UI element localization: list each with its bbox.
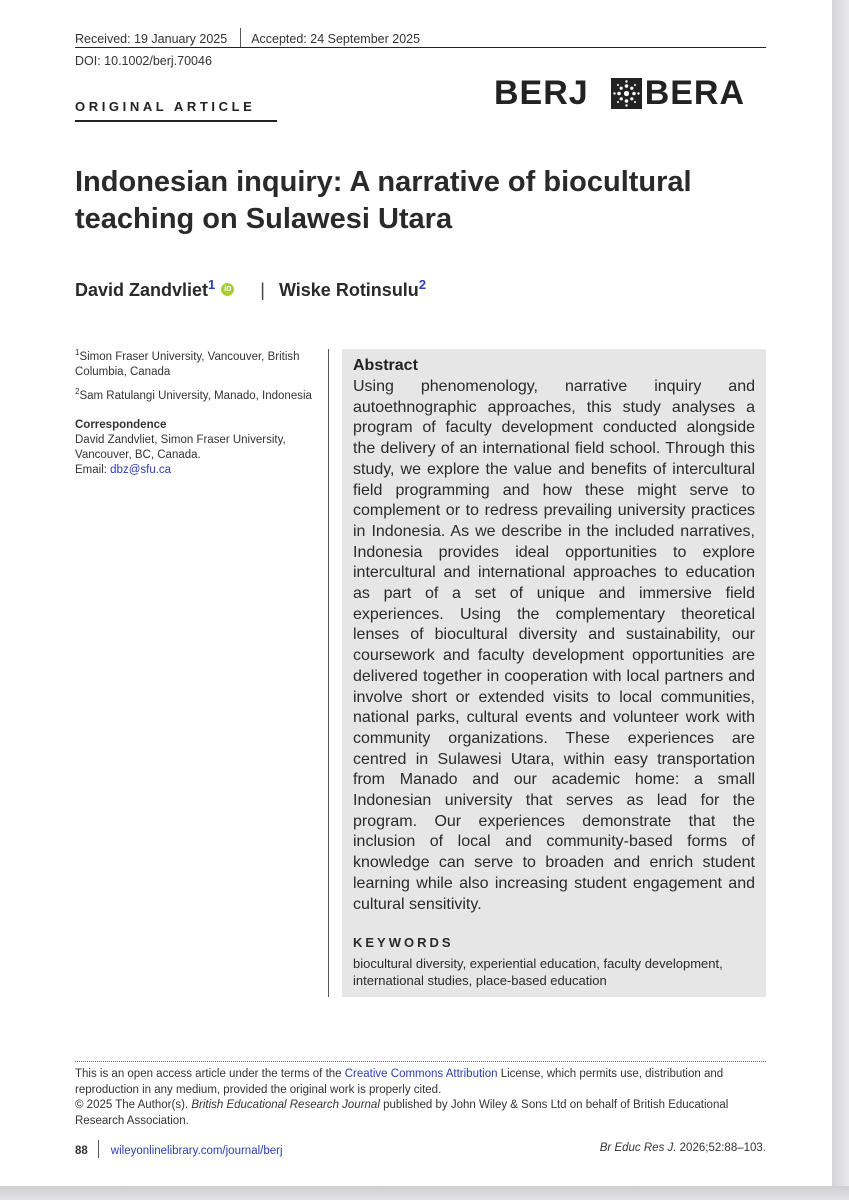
- author-affiliation-marker[interactable]: 1: [208, 277, 216, 292]
- author-name[interactable]: David Zandvliet: [75, 280, 209, 300]
- affiliation: [75, 345, 320, 380]
- accepted-date: Accepted: 24 September 2025: [251, 31, 421, 46]
- author-list: [75, 277, 426, 301]
- author-separator: |: [260, 280, 265, 300]
- affiliation-marker: 2: [75, 386, 80, 396]
- affiliation-marker: 1: [75, 348, 80, 357]
- affiliation: [75, 384, 320, 404]
- email-link[interactable]: dbz@sfu.ca: [110, 463, 172, 476]
- berj-logo-text: BERJ: [494, 74, 589, 112]
- license-text: This is an open access article under the terms of the: [75, 1068, 345, 1080]
- correspondence-heading: Correspondence: [75, 418, 167, 431]
- copyright-text: published by John Wiley & Sons Ltd on behalf of British Educational Research Association.: [75, 1099, 729, 1127]
- affiliations-column: [75, 345, 320, 478]
- copyright-text: © 2025 The Author(s).: [75, 1099, 192, 1111]
- received-date: Received: 19 January 2025: [75, 31, 228, 46]
- article-title: Indonesian inquiry: A narrative of biocultural teaching on Sulawesi Utara: [75, 166, 692, 235]
- page-footer: [75, 1142, 766, 1160]
- citation: [600, 1142, 766, 1154]
- correspondence-details: [75, 433, 320, 478]
- bera-logo-text: BERA: [644, 74, 746, 112]
- page-shadow-right: [832, 0, 849, 1200]
- author-name[interactable]: Wiske Rotinsulu: [278, 280, 419, 300]
- page-shadow-bottom: [0, 1186, 849, 1200]
- keywords-heading: KEYWORDS: [353, 935, 454, 950]
- cc-license-link[interactable]: Creative Commons Attribution: [344, 1068, 498, 1080]
- journal-logo[interactable]: [494, 76, 745, 110]
- affiliation-text: Simon Fraser University, Vancouver, British Columbia, Canada: [75, 350, 300, 378]
- doi[interactable]: DOI: 10.1002/berj.70046: [75, 54, 212, 68]
- page-number: 88: [75, 1145, 88, 1158]
- journal-url-link[interactable]: wileyonlinelibrary.com/journal/berj: [110, 1145, 283, 1158]
- affiliation-text: Sam Ratulangi University, Manado, Indonesia: [79, 389, 312, 402]
- article-type-underline: [75, 120, 277, 122]
- abstract-text: Using phenomenology, narrative inquiry and autoethnographic approaches, this study analyses a program of faculty development conducted alongside the delivery of an international field school. Through this study, we explore the value and benefits of intercultural field programming and how these might serve to complement or to redress prevailing university practices in Indonesia. As we describe in the included narratives, Indonesia provides ideal opportunities to explore intercultural and international approaches to education as part of a set of unique and immersive field experiences. Using the complementary theoretical lenses of biocultural diversity and sustainability, our coursework and faculty development opportunities are delivered together in cooperation with local partners and involve short or extended visits to local communities, national parks, cultural events and volunteer work with community organizations. These experiences are centred in Sulawesi Utara, within easy transportation from Manado and our academic home: a small Indonesian university that serves as lead for the program. Our experiences demonstrate that the inclusion of local and community-based forms of knowledge can serve to broaden and enrich student learning while also increasing student engagement and cultural sensitivity.: [353, 378, 755, 913]
- column-divider: [328, 349, 329, 997]
- footer-separator: [98, 1140, 99, 1158]
- license-divider: [75, 1061, 766, 1062]
- keywords-list: biocultural diversity, experiential education, faculty development, international studies, place-based education: [353, 956, 723, 988]
- orcid-icon[interactable]: iD: [221, 283, 234, 296]
- citation-journal: Br Educ Res J.: [599, 1142, 677, 1154]
- date-separator: [240, 28, 241, 47]
- email-label: Email:: [75, 463, 111, 476]
- license-text: License, which permits use, distribution and reproduction in any medium, provided the original work is properly cited.: [75, 1068, 724, 1096]
- abstract-heading: Abstract: [353, 357, 418, 374]
- author-affiliation-marker[interactable]: 2: [418, 277, 427, 292]
- license-notice: [75, 1067, 775, 1129]
- journal-name: British Educational Research Journal: [191, 1099, 380, 1111]
- article-type-label: ORIGINAL ARTICLE: [75, 99, 256, 114]
- bera-emblem-icon: [611, 78, 642, 109]
- header-rule: [75, 47, 766, 48]
- correspondence-address: David Zandvliet, Simon Fraser University, Vancouver, BC, Canada.: [75, 433, 286, 461]
- citation-volume: 2026;52:88–103.: [676, 1142, 766, 1154]
